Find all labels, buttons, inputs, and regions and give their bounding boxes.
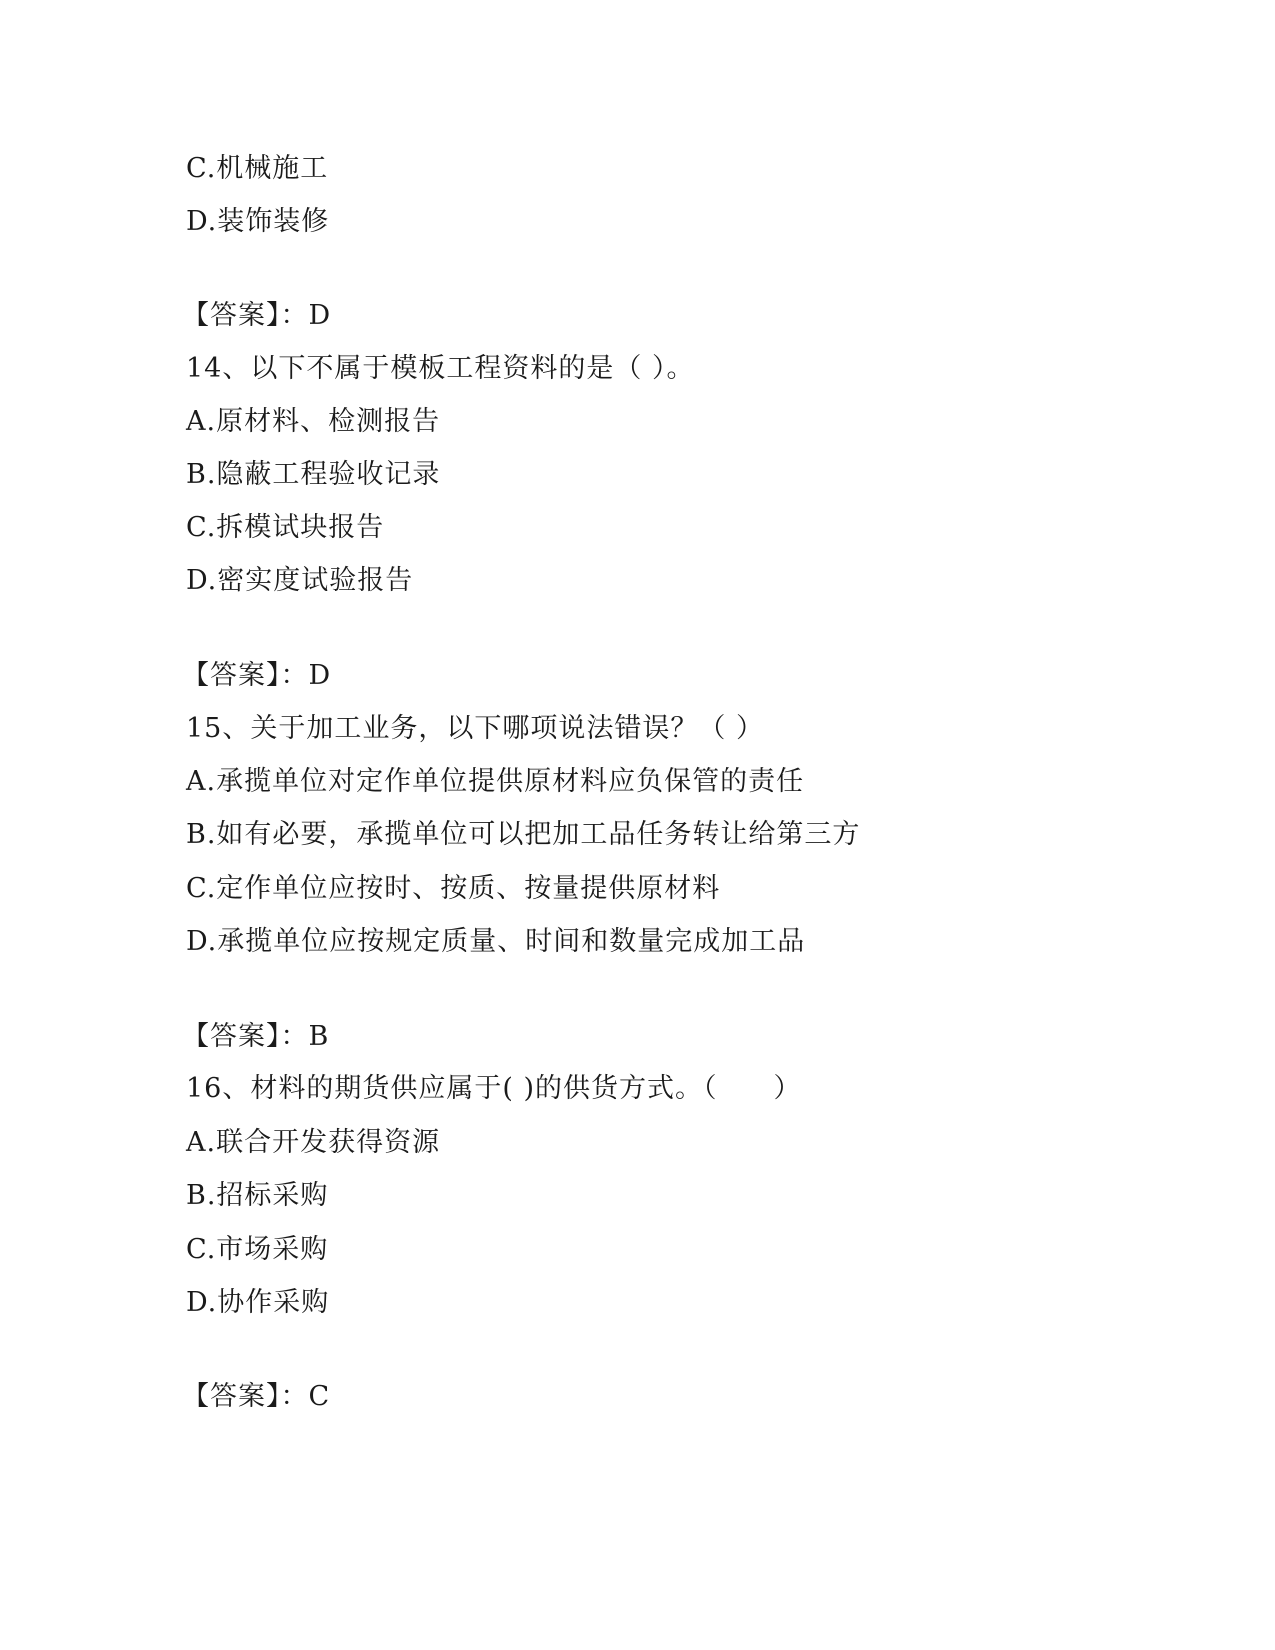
q16-option-d: D.协作采购 [186,1287,330,1318]
q13-option-d: D.装饰装修 [186,206,330,237]
q14-option-d: D.密实度试验报告 [186,565,414,596]
q16-question: 16、材料的期货供应属于( )的供货方式。（ ） [186,1073,802,1104]
q13-option-c: C.机械施工 [186,153,329,184]
q16-option-c: C.市场采购 [186,1234,329,1265]
q15-option-c: C.定作单位应按时、按质、按量提供原材料 [186,873,721,904]
q14-option-a: A.原材料、检测报告 [186,406,441,437]
q15-answer: 【答案】：B [182,1021,330,1052]
q15-question: 15、关于加工业务，以下哪项说法错误？（ ） [186,713,764,744]
q15-option-a: A.承揽单位对定作单位提供原材料应负保管的责任 [186,766,805,797]
q14-option-c: C.拆模试块报告 [186,512,385,543]
q14-question: 14、以下不属于模板工程资料的是（ ）。 [186,353,695,384]
q14-option-b: B.隐蔽工程验收记录 [186,459,441,490]
q13-answer: 【答案】：D [182,300,332,331]
q15-option-b: B.如有必要，承揽单位可以把加工品任务转让给第三方 [186,819,861,850]
q16-answer: 【答案】：C [182,1381,331,1412]
q16-option-b: B.招标采购 [186,1180,329,1211]
q16-option-a: A.联合开发获得资源 [186,1127,441,1158]
q14-answer: 【答案】：D [182,660,332,691]
q15-option-d: D.承揽单位应按规定质量、时间和数量完成加工品 [186,926,806,957]
